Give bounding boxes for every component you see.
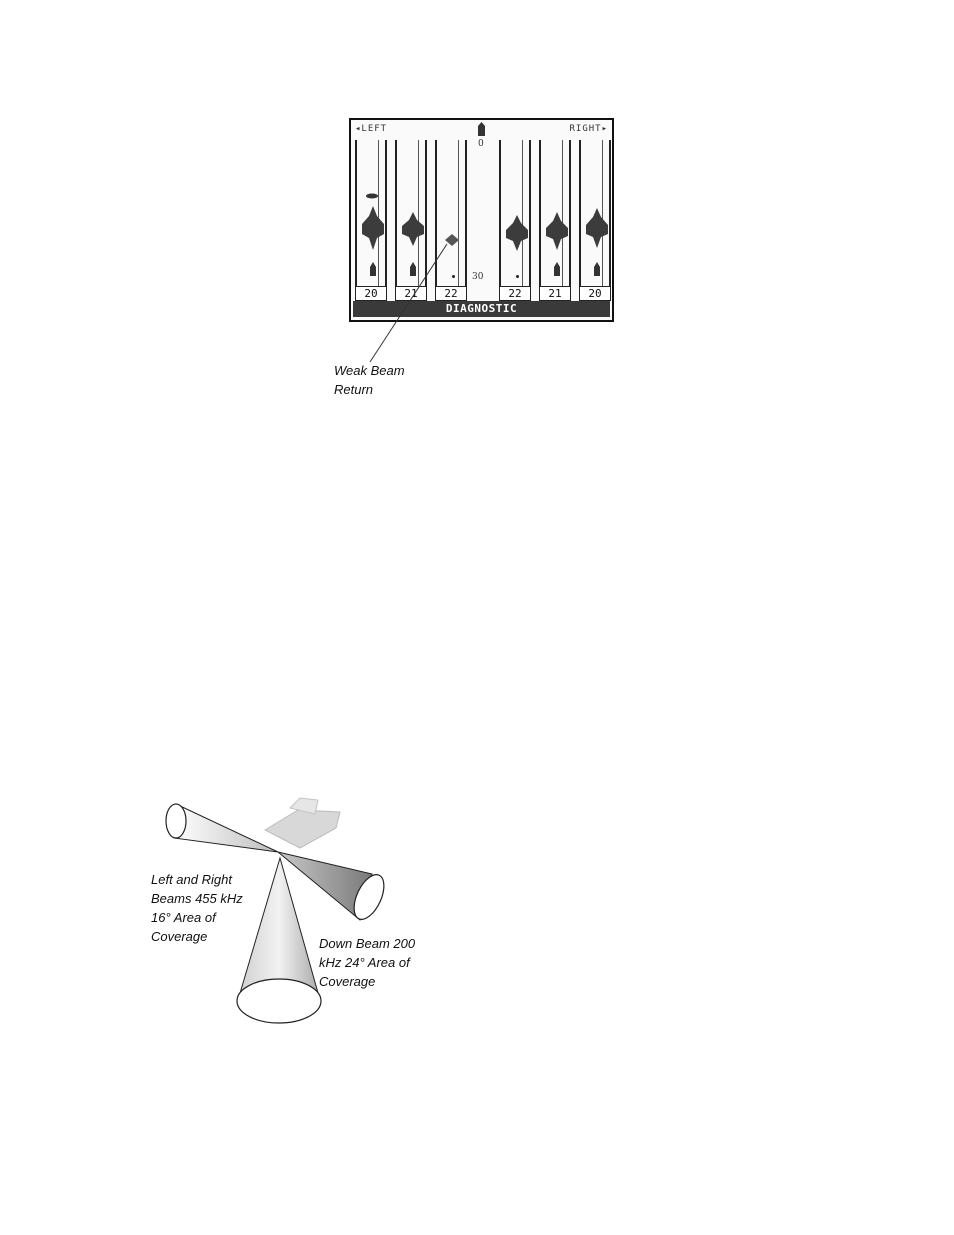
- left-beam-cone: [166, 804, 278, 852]
- depth-scale-bottom: 30: [472, 272, 484, 282]
- boat-hull-icon: [265, 798, 340, 848]
- beam-depth-6: 20: [579, 286, 611, 301]
- beam-depth-5: 21: [539, 286, 571, 301]
- side-beams-label: Left and Right Beams 455 kHz 16° Area of Coverage: [151, 872, 243, 944]
- diagnostic-banner: DIAGNOSTIC: [353, 301, 610, 317]
- weak-beam-return-label: Weak Beam Return: [334, 363, 405, 397]
- down-beam-label: Down Beam 200 kHz 24° Area of Coverage: [319, 936, 416, 989]
- beam-depth-1: 20: [355, 286, 387, 301]
- left-beam-header: ◂LEFT: [355, 124, 388, 134]
- beam-depth-2: 21: [395, 286, 427, 301]
- beam-depth-4: 22: [499, 286, 531, 301]
- right-beam-header: RIGHT▸: [569, 124, 608, 134]
- depth-scale-top: 0: [478, 139, 484, 149]
- down-beam-cone: [237, 858, 321, 1023]
- beam-depth-3: 22: [435, 286, 467, 301]
